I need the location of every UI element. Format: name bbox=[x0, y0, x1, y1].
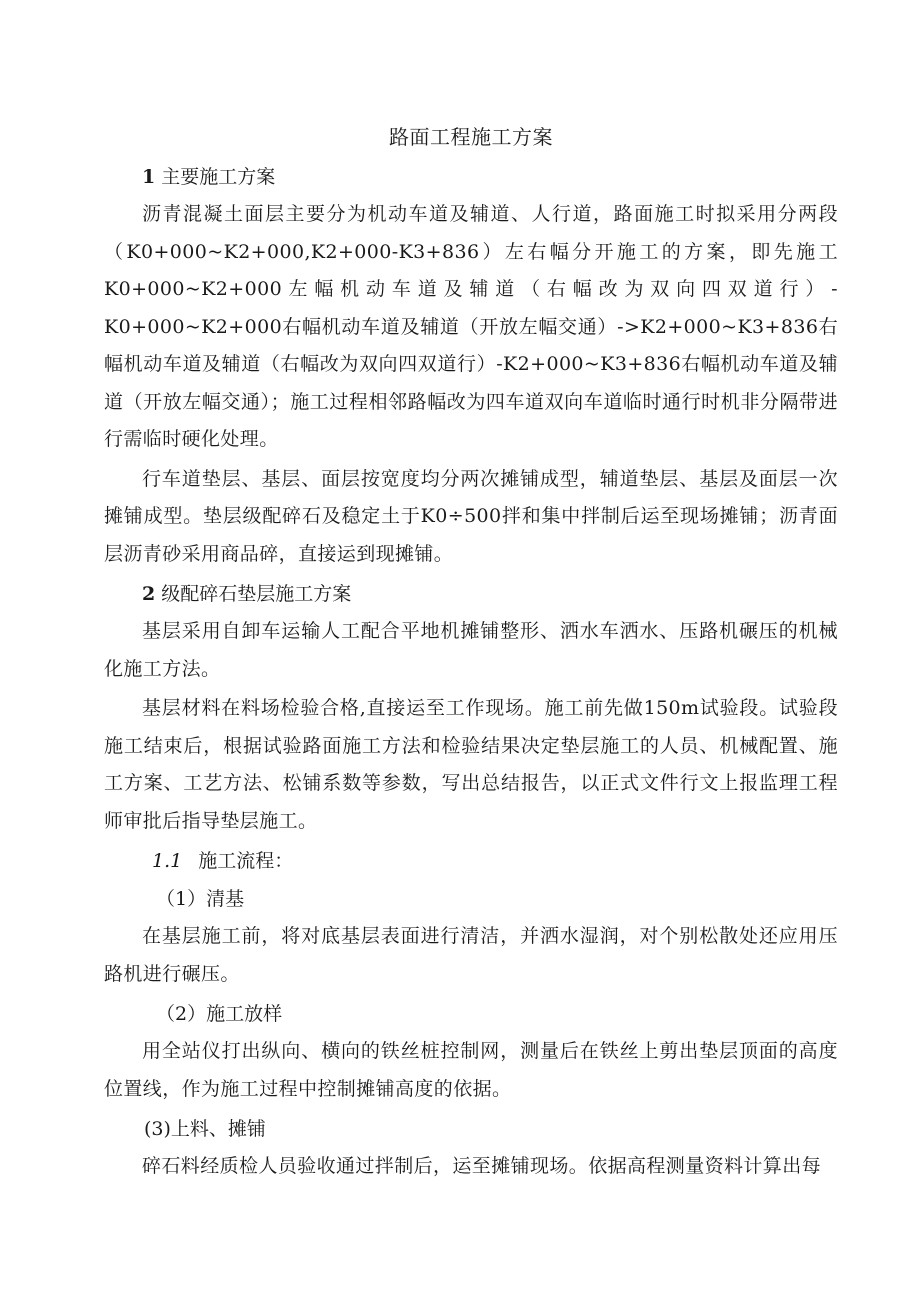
step-1-text: 在基层施工前，将对底基层表面进行清洁，并洒水湿润，对个别松散处还应用压路机进行碾压。 bbox=[104, 925, 838, 985]
subsection-1-1-title: 施工流程： bbox=[198, 850, 294, 872]
step-3-heading: (3)上料、摊铺 bbox=[144, 1118, 266, 1140]
document-body bbox=[104, 118, 838, 1188]
document-title: 路面工程施工方案 bbox=[389, 125, 553, 149]
section-1-paragraph-1: 沥青混凝土面层主要分为机动车道及辅道、人行道，路面施工时拟采用分两段（K0+000~K2+000,K2+000-K3+836）左右幅分开施工的方案，即先施工K0+000~K2+000左幅机动车道及辅道（右幅改为双向四双道行）-K0+000~K2+000右幅机动车道及辅道（开放左幅交通）->K2+000~K3+836右幅机动车道及辅道（右幅改为双向四双道行）-K2+000~K3+836右幅机动车道及辅道（开放左幅交通）；施工过程相邻路幅改为四车道双向车道临时通行时机非分隔带进行需临时硬化处理。 bbox=[104, 203, 838, 450]
section-2-heading bbox=[104, 575, 838, 613]
section-1-number: 1 bbox=[142, 166, 156, 188]
subsection-1-1-number: 1.1 bbox=[152, 850, 183, 872]
section-1-paragraph-2: 行车道垫层、基层、面层按宽度均分两次摊铺成型，辅道垫层、基层及面层一次摊铺成型。垫层级配碎石及稳定土于K0÷500拌和集中拌制后运至现场摊铺；沥青面层沥青砂采用商品碎，直接运到现摊铺。 bbox=[104, 467, 838, 565]
subsection-1-1-heading bbox=[104, 842, 838, 880]
section-2-paragraph-2: 基层材料在料场检验合格,直接运至工作现场。施工前先做150m试验段。试验段施工结束后，根据试验路面施工方法和检验结果决定垫层施工的人员、机械配置、施工方案、工艺方法、松铺系数等参数，写出总结报告，以正式文件行文上报监理工程师审批后指导垫层施工。 bbox=[104, 697, 838, 832]
section-2-paragraph-1: 基层采用自卸车运输人工配合平地机摊铺整形、洒水车洒水、压路机碾压的机械化施工方法。 bbox=[104, 620, 838, 680]
step-2-heading: （2）施工放样 bbox=[156, 1003, 283, 1025]
section-1-heading bbox=[104, 158, 838, 196]
section-1-title: 主要施工方案 bbox=[161, 166, 276, 188]
section-2-title: 级配碎石垫层施工方案 bbox=[161, 583, 352, 605]
step-3-text: 碎石料经质检人员验收通过拌制后，运至摊铺现场。依据高程测量资料计算出每 bbox=[142, 1155, 822, 1177]
section-2-number: 2 bbox=[142, 583, 156, 605]
step-1-heading: （1）清基 bbox=[156, 888, 245, 910]
step-2-text: 用全站仪打出纵向、横向的铁丝桩控制网，测量后在铁丝上剪出垫层顶面的高度位置线，作为施工过程中控制摊铺高度的依据。 bbox=[104, 1040, 838, 1100]
